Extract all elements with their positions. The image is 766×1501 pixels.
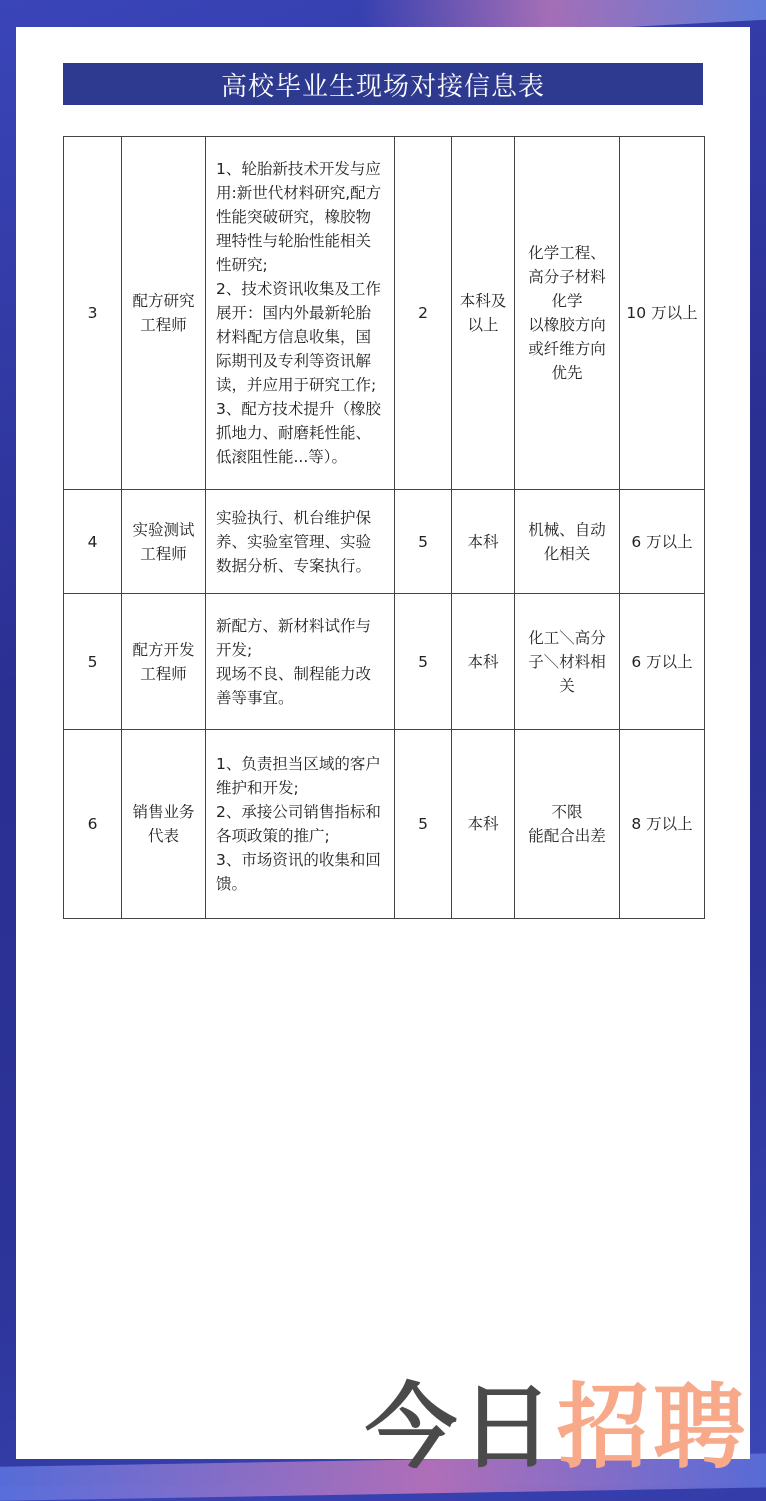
duty-line: 2、承接公司销售指标和各项政策的推广; — [216, 803, 381, 845]
major-line: 高分子材料 — [528, 268, 606, 286]
table-row — [64, 730, 705, 919]
cell-education — [452, 730, 515, 919]
education-line: 本科 — [467, 815, 499, 833]
logo-text-part2: 招聘 — [557, 1374, 750, 1481]
position-line: 实验测试 — [132, 520, 195, 539]
table-row — [64, 490, 705, 594]
major-line: 或纤维方向 — [528, 340, 606, 358]
cell-headcount: 5 — [395, 594, 452, 730]
major-line: 以橡胶方向 — [528, 316, 606, 334]
duty-line: 新配方、新材料试作与开发; — [216, 616, 372, 659]
cell-position — [122, 137, 206, 490]
position-line: 工程师 — [140, 316, 187, 334]
cell-education — [452, 137, 515, 490]
duty-line: 实验执行、机台维护保养、实验室管理、实验数据分析、专案执行。 — [216, 508, 372, 575]
logo-text-part1: 今日 — [365, 1374, 558, 1481]
position-line: 工程师 — [140, 664, 187, 683]
cell-education — [452, 490, 515, 594]
position-line: 工程师 — [140, 544, 187, 563]
page-title: 高校毕业生现场对接信息表 — [63, 63, 703, 105]
major-line: 化学工程、 — [528, 244, 606, 262]
table-row — [64, 594, 705, 730]
major-line: 关 — [559, 676, 575, 695]
major-line: 优先 — [551, 364, 583, 382]
cell-position — [122, 594, 206, 730]
education-line: 本科 — [467, 652, 499, 671]
education-line: 本科 — [467, 532, 499, 551]
cell-salary: 8 万以上 — [620, 730, 705, 919]
duty-line: 2、技术资讯收集及工作展开：国内外最新轮胎材料配方信息收集，国际期刊及专利等资讯解读，并应用于研究工作; — [216, 280, 381, 394]
cell-headcount: 5 — [395, 730, 452, 919]
cell-position — [122, 490, 206, 594]
cell-position — [122, 730, 206, 919]
job-table — [63, 136, 705, 919]
duty-line: 3、市场资讯的收集和回馈。 — [216, 851, 381, 893]
duty-line: 1、负责担当区域的客户维护和开发; — [216, 755, 381, 797]
position-line: 代表 — [147, 827, 179, 845]
position-line: 销售业务 — [132, 803, 195, 821]
cell-major — [515, 594, 620, 730]
position-line: 配方研究 — [132, 292, 195, 310]
major-line: 化相关 — [543, 544, 591, 563]
education-line: 以上 — [467, 316, 499, 334]
cell-number: 5 — [64, 594, 122, 730]
cell-salary: 6 万以上 — [620, 490, 705, 594]
logo — [365, 1374, 750, 1481]
major-line: 能配合出差 — [528, 827, 606, 845]
cell-salary: 6 万以上 — [620, 594, 705, 730]
cell-major — [515, 730, 620, 919]
cell-duties — [206, 594, 395, 730]
cell-duties — [206, 490, 395, 594]
cell-education — [452, 594, 515, 730]
major-line: 机械、自动 — [528, 520, 606, 539]
duty-line: 3、配方技术提升（橡胶抓地力、耐磨耗性能、低滚阻性能...等）。 — [216, 400, 381, 466]
duty-line: 1、轮胎新技术开发与应用:新世代材料研究,配方性能突破研究，橡胶物理特性与轮胎性能相关性研究; — [216, 160, 382, 274]
position-line: 配方开发 — [132, 640, 195, 659]
cell-number: 6 — [64, 730, 122, 919]
cell-headcount: 5 — [395, 490, 452, 594]
education-line: 本科及 — [459, 292, 507, 310]
cell-number: 4 — [64, 490, 122, 594]
table-row — [64, 137, 705, 490]
cell-duties — [206, 730, 395, 919]
duty-line: 现场不良、制程能力改善等事宜。 — [216, 664, 372, 707]
major-line: 不限 — [551, 803, 583, 821]
major-line: 化学 — [551, 292, 583, 310]
cell-major — [515, 137, 620, 490]
cell-number: 3 — [64, 137, 122, 490]
major-line: 化工＼高分 — [528, 628, 606, 647]
cell-duties — [206, 137, 395, 490]
major-line: 子＼材料相 — [528, 652, 606, 671]
cell-major — [515, 490, 620, 594]
cell-headcount: 2 — [395, 137, 452, 490]
cell-salary: 10 万以上 — [620, 137, 705, 490]
